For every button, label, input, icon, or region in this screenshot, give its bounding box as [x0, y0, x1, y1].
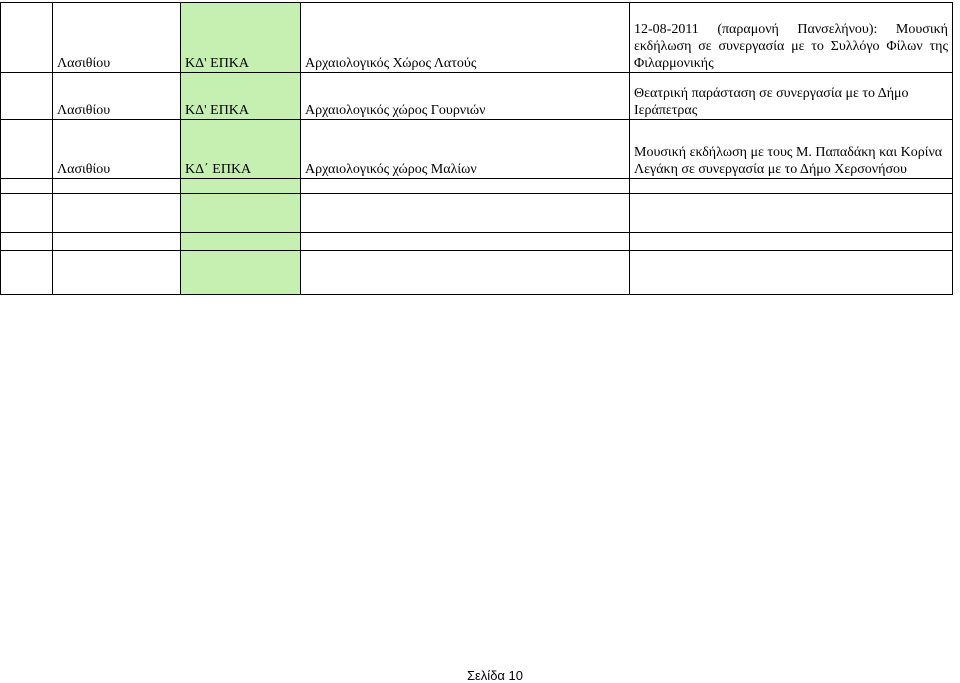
empty-table-row: [1, 194, 953, 233]
empty-table-row: [1, 251, 953, 295]
district-cell: Λασιθίου: [53, 3, 181, 73]
empty-cell: [1, 179, 53, 194]
district-cell: Λασιθίου: [53, 120, 181, 179]
empty-cell: [1, 194, 53, 233]
ephorate-cell: ΚΔ' ΕΠΚΑ: [181, 3, 301, 73]
empty-cell: [181, 233, 301, 251]
empty-cell: [53, 233, 181, 251]
empty-cell: [301, 179, 630, 194]
site-cell: Αρχαιολογικός χώρος Μαλίων: [301, 120, 630, 179]
event-cell: [630, 120, 953, 179]
event-text: 12-08-2011 (παραμονή Πανσελήνου): Μουσική εκδήλωση σε συνεργασία με το Συλλόγο Φίλων της Φιλαρμονικής: [634, 22, 948, 71]
empty-cell: [630, 194, 953, 233]
empty-cell: [181, 194, 301, 233]
event-cell: [630, 3, 953, 73]
event-text: Θεατρική παράσταση σε συνεργασία με το Δήμο Ιεράπετρας: [634, 86, 909, 118]
empty-table-row: [1, 179, 953, 194]
event-text: Μουσική εκδήλωση με τους Μ. Παπαδάκη και Κορίνα Λεγάκη σε συνεργασία με το Δήμο Χερσονήσου: [634, 145, 943, 177]
district-cell: Λασιθίου: [53, 73, 181, 120]
empty-cell: [1, 251, 53, 295]
ephorate-cell: ΚΔ' ΕΠΚΑ: [181, 73, 301, 120]
table-row: [1, 73, 953, 120]
empty-table-row: [1, 233, 953, 251]
empty-cell: [301, 251, 630, 295]
row-margin-cell: [1, 120, 53, 179]
page-number: Σελίδα 10: [466, 668, 524, 683]
empty-cell: [53, 194, 181, 233]
empty-cell: [181, 251, 301, 295]
table-row: [1, 120, 953, 179]
site-cell: Αρχαιολογικός Χώρος Λατούς: [301, 3, 630, 73]
empty-cell: [630, 179, 953, 194]
table-row: [1, 3, 953, 73]
empty-cell: [181, 179, 301, 194]
events-table: [0, 2, 953, 295]
site-cell: Αρχαιολογικός χώρος Γουρνιών: [301, 73, 630, 120]
empty-cell: [630, 251, 953, 295]
empty-cell: [630, 233, 953, 251]
empty-cell: [301, 194, 630, 233]
ephorate-cell: ΚΔ΄ ΕΠΚΑ: [181, 120, 301, 179]
event-cell: [630, 73, 953, 120]
row-margin-cell: [1, 73, 53, 120]
empty-cell: [53, 251, 181, 295]
empty-cell: [1, 233, 53, 251]
empty-cell: [301, 233, 630, 251]
row-margin-cell: [1, 3, 53, 73]
empty-cell: [53, 179, 181, 194]
